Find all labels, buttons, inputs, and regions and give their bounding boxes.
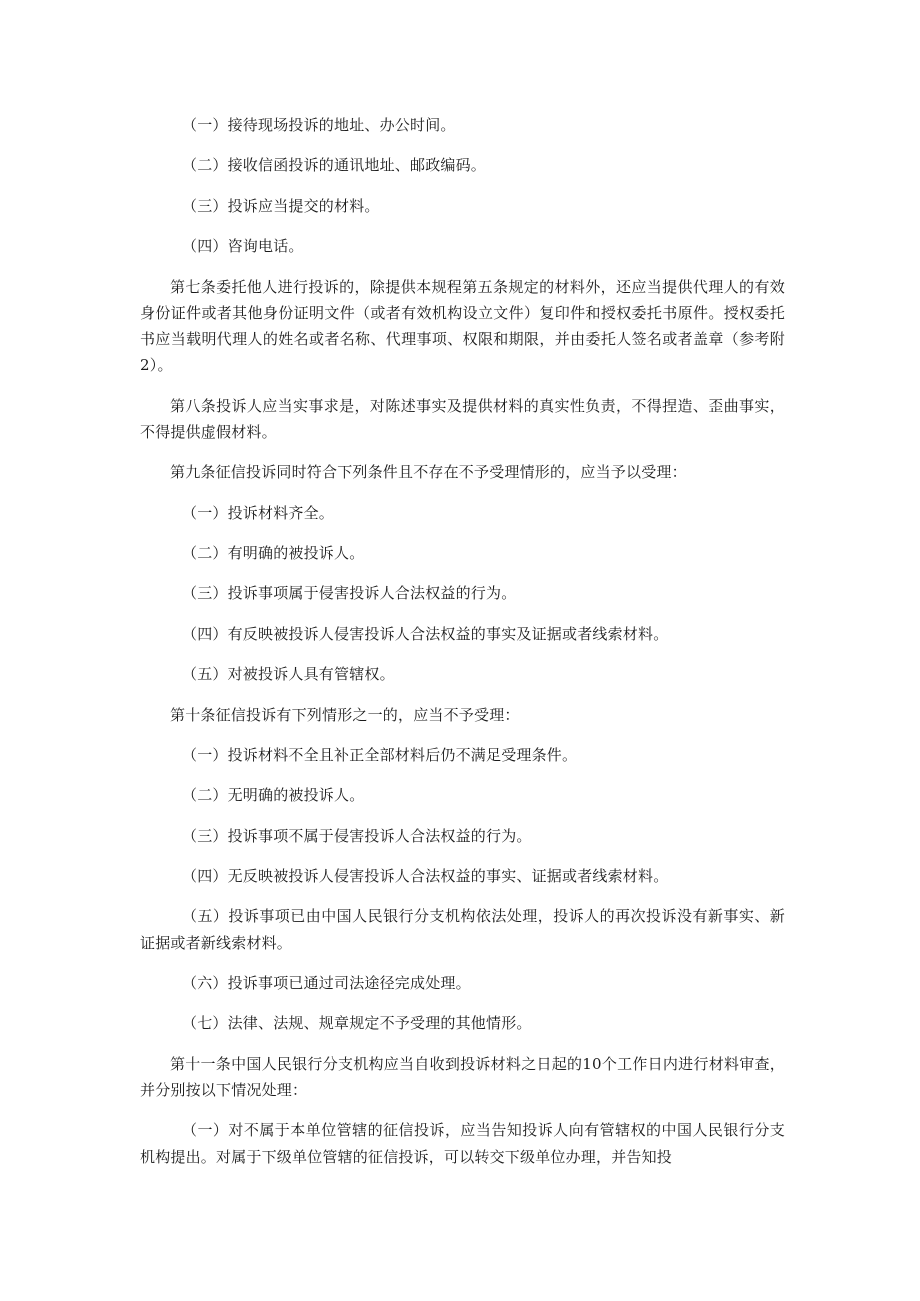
paragraph-item: （三）投诉事项属于侵害投诉人合法权益的行为。 [182,584,517,603]
paragraph-item: （一）接待现场投诉的地址、办公时间。 [182,116,456,134]
paragraph-item: （四）无反映被投诉人侵害投诉人合法权益的事实、证据或者线索材料。 [182,867,669,886]
paragraph-item: （一）投诉材料齐全。 [182,503,335,522]
paragraph-item: （四）有反映被投诉人侵害投诉人合法权益的事实及证据或者线索材料。 [182,624,669,643]
paragraph-item: （二）有明确的被投诉人。 [182,543,365,562]
document-body [140,112,785,1184]
paragraph-item: （一）投诉材料不全且补正全部材料后仍不满足受理条件。 [182,745,578,764]
paragraph-item: （五）投诉事项已由中国人民银行分支机构依法处理，投诉人的再次投诉没有新事实、新证据或者新线索材料。 [140,907,785,952]
paragraph-item: （二）无明确的被投诉人。 [182,786,365,805]
paragraph-item: （三）投诉事项不属于侵害投诉人合法权益的行为。 [182,826,532,845]
article-7: 第七条委托他人进行投诉的，除提供本规程第五条规定的材料外，还应当提供代理人的有效身份证件或者其他身份证明文件（或者有效机构设立文件）复印件和授权委托书原件。授权委托书应当载明代理人的姓名或者名称、代理事项、权限和期限，并由委托人签名或者盖章（参考附2）。 [140,277,785,375]
paragraph-item: （四）咨询电话。 [182,237,304,256]
paragraph-item: （三）投诉应当提交的材料。 [182,196,380,215]
paragraph-item: （六）投诉事项已通过司法途径完成处理。 [182,974,471,993]
article-9: 第九条征信投诉同时符合下列条件且不存在不予受理情形的，应当予以受理： [170,463,687,482]
paragraph-item: （二）接收信函投诉的通讯地址、邮政编码。 [182,156,487,175]
article-8: 第八条投诉人应当实事求是，对陈述事实及提供材料的真实性负责，不得捏造、歪曲事实，不得提供虚假材料。 [140,396,785,441]
paragraph-item: （七）法律、法规、规章规定不予受理的其他情形。 [182,1014,532,1033]
article-10: 第十条征信投诉有下列情形之一的，应当不予受理： [170,705,520,724]
paragraph-item: （一）对不属于本单位管辖的征信投诉，应当告知投诉人向有管辖权的中国人民银行分支机构提出。对属于下级单位管辖的征信投诉，可以转交下级单位办理，并告知投 [140,1121,785,1166]
paragraph-item: （五）对被投诉人具有管辖权。 [182,665,395,684]
article-11: 第十一条中国人民银行分支机构应当自收到投诉材料之日起的10个工作日内进行材料审查，并分别按以下情况处理： [140,1054,785,1100]
